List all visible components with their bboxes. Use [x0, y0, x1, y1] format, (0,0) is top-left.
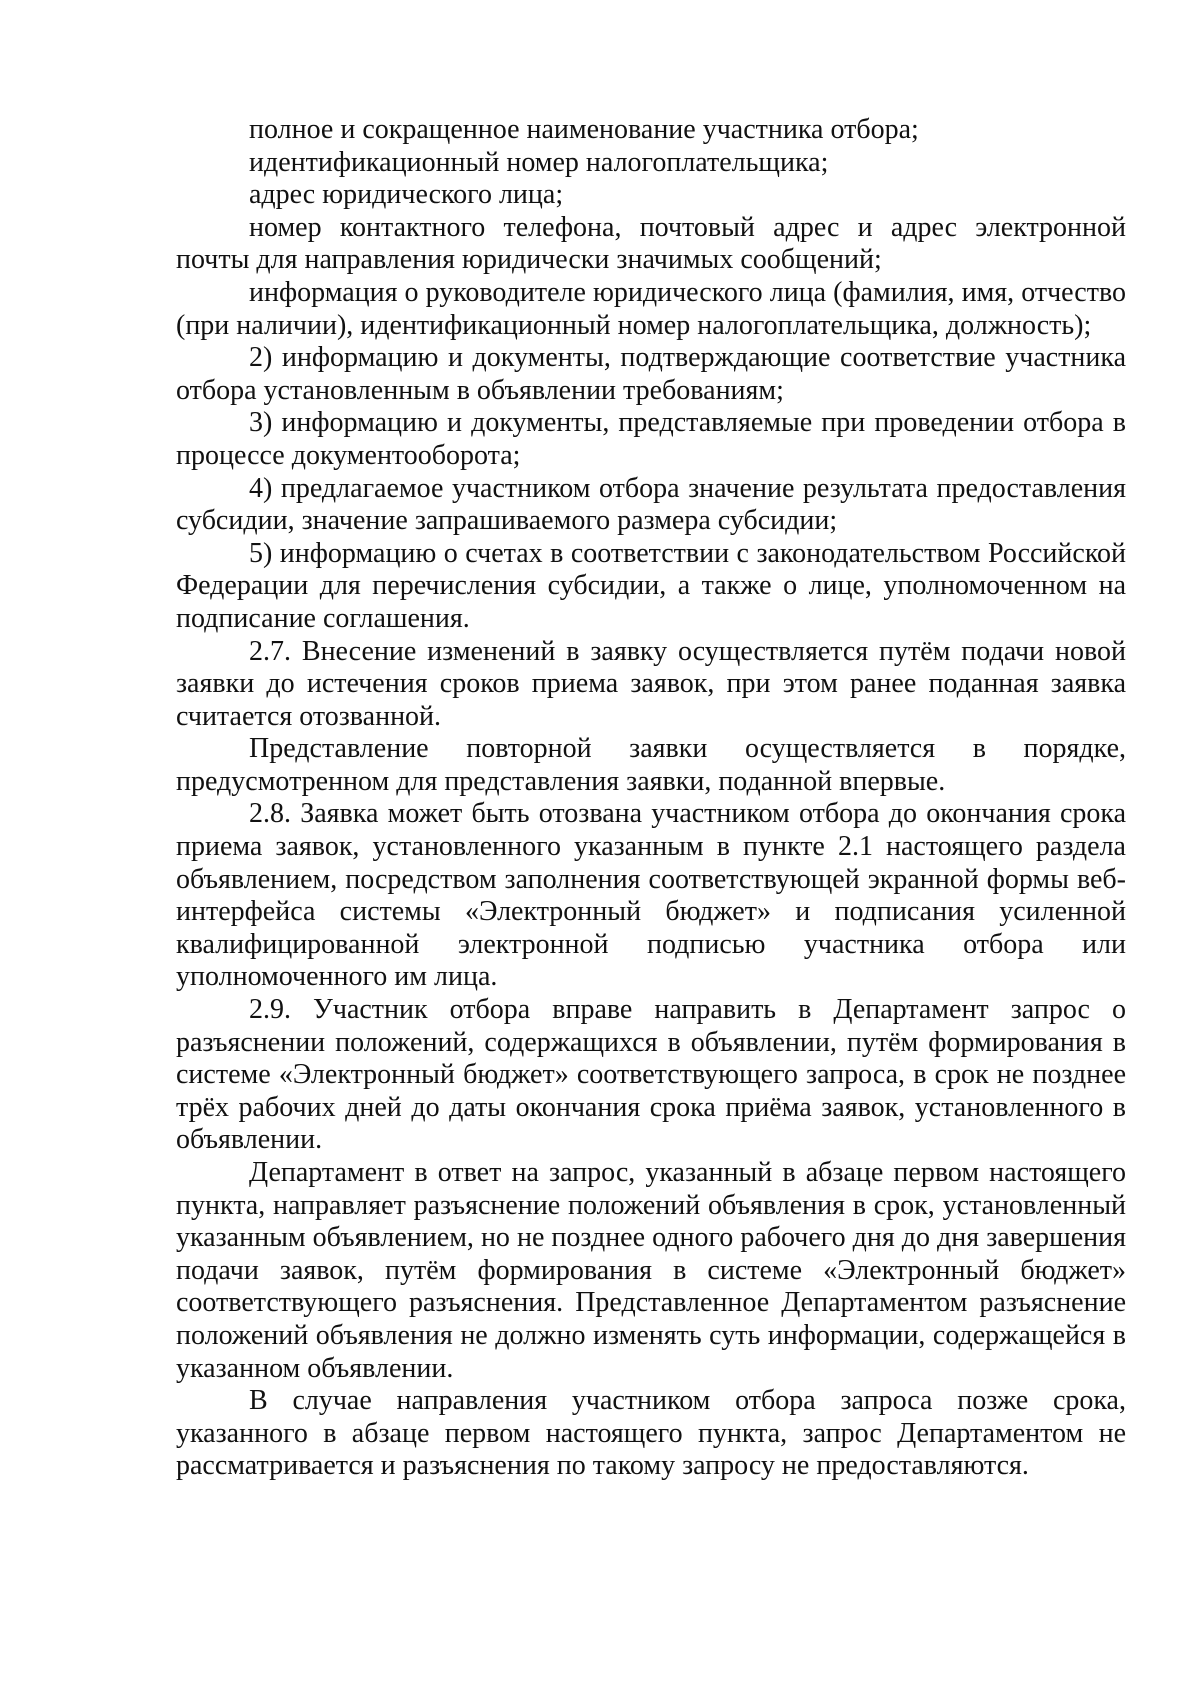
paragraph-full-name: полное и сокращенное наименование участника отбора;: [249, 114, 919, 145]
paragraph-contacts: номер контактного телефона, почтовый адрес и адрес электронной почты для направления юридически значимых сообщений;: [176, 211, 1126, 276]
paragraph-item-3: 3) информацию и документы, представляемые при проведении отбора в процессе документооборота;: [176, 407, 1126, 471]
paragraph-department-response: Департамент в ответ на запрос, указанный в абзаце первом настоящего пункта, направляет разъяснение положений объявления в срок, установленный указанным объявлением, но не позднее одного рабочего дня до дня завершения подачи заявок, путём формирования в системе «Электронный бюджет» соответствующего разъяснения. Представленное Департаментом разъяснение положений объявления не должно изменять суть информации, содержащейся в указанном объявлении.: [176, 1157, 1126, 1384]
document-body: [176, 114, 1126, 1483]
paragraph-clause-2-7: 2.7. Внесение изменений в заявку осуществляется путём подачи новой заявки до истечения сроков приема заявок, при этом ранее поданная заявка считается отозванной.: [176, 635, 1126, 732]
paragraph-inn: идентификационный номер налогоплательщика;: [249, 146, 829, 178]
paragraph-clause-2-8: 2.8. Заявка может быть отозвана участником отбора до окончания срока приема заявок, установленного указанным в пункте 2.1 настоящего раздела объявлением, посредством заполнения соответствующей экранной формы веб-интерфейса системы «Электронный бюджет» и подписания усиленной квалифицированной электронной подписью участника отбора или уполномоченного им лица.: [176, 798, 1126, 993]
paragraph-late-request: В случае направления участником отбора запроса позже срока, указанного в абзаце первом настоящего пункта, запрос Департаментом не рассматривается и разъяснения по такому запросу не предоставляются.: [176, 1385, 1126, 1482]
paragraph-head-info: информация о руководителе юридического лица (фамилия, имя, отчество (при наличии), идентификационный номер налогоплательщика, должность);: [176, 276, 1126, 341]
paragraph-item-5: 5) информацию о счетах в соответствии с законодательством Российской Федерации для перечисления субсидии, а также о лице, уполномоченном на подписание соглашения.: [176, 537, 1126, 634]
paragraph-repeat-application: Представление повторной заявки осуществляется в порядке, предусмотренном для представления заявки, поданной впервые.: [176, 733, 1126, 797]
paragraph-item-4: 4) предлагаемое участником отбора значение результата предоставления субсидии, значение запрашиваемого размера субсидии;: [176, 472, 1126, 537]
paragraph-legal-address: адрес юридического лица;: [249, 179, 564, 211]
paragraph-item-2: 2) информацию и документы, подтверждающие соответствие участника отбора установленным в объявлении требованиям;: [176, 342, 1126, 406]
paragraph-clause-2-9: 2.9. Участник отбора вправе направить в Департамент запрос о разъяснении положений, содержащихся в объявлении, путём формирования в системе «Электронный бюджет» соответствующего запроса, в срок не позднее трёх рабочих дней до даты окончания срока приёма заявок, установленного в объявлении.: [176, 994, 1126, 1156]
